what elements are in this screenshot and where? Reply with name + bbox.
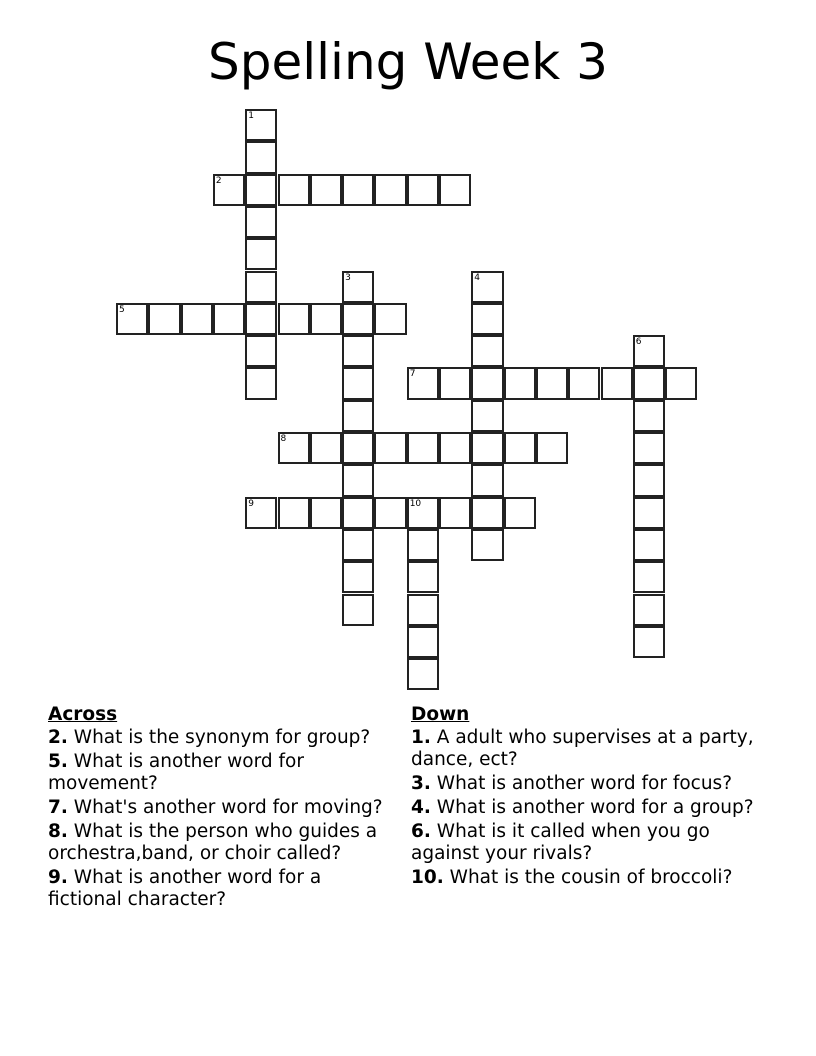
clue-text: What's another word for moving? [67,797,383,818]
clue-text: What is the person who guides a orchestra,band, or choir called? [48,821,378,864]
clue-text: What is another word for a group? [430,797,754,818]
grid-cell[interactable] [342,594,374,626]
clue-text: What is it called when you go against your rivals? [411,821,710,864]
grid-cell[interactable] [407,626,439,658]
down-clue [411,773,771,795]
grid-cell[interactable] [439,497,471,529]
clue-number: 5 [119,304,125,315]
grid-cell[interactable] [633,529,665,561]
grid-cell[interactable] [633,497,665,529]
grid-cell[interactable] [601,367,633,399]
clue-number: 5. [48,751,68,772]
grid-cell[interactable] [310,303,342,335]
grid-cell[interactable] [504,497,536,529]
grid-cell[interactable] [245,335,277,367]
down-clues [411,704,771,891]
grid-cell[interactable] [536,432,568,464]
grid-cell[interactable] [342,529,374,561]
clue-number: 10. [411,867,444,888]
grid-cell[interactable] [633,335,665,367]
clue-text: What is the cousin of broccoli? [443,867,733,888]
grid-cell[interactable] [245,206,277,238]
grid-cell[interactable] [245,497,277,529]
clue-number: 3 [345,272,351,283]
grid-cell[interactable] [504,432,536,464]
grid-cell[interactable] [374,432,406,464]
grid-cell[interactable] [342,271,374,303]
down-clue [411,727,771,771]
grid-cell[interactable] [407,432,439,464]
across-clue [48,821,393,865]
grid-cell[interactable] [342,432,374,464]
grid-cell[interactable] [213,174,245,206]
grid-cell[interactable] [633,367,665,399]
grid-cell[interactable] [278,174,310,206]
grid-cell[interactable] [342,400,374,432]
clue-number: 9 [248,498,254,509]
grid-cell[interactable] [342,561,374,593]
grid-cell[interactable] [471,432,503,464]
clue-text: What is another word for a fictional character? [48,867,322,910]
grid-cell[interactable] [633,432,665,464]
grid-cell[interactable] [245,109,277,141]
grid-cell[interactable] [471,497,503,529]
grid-cell[interactable] [633,626,665,658]
grid-cell[interactable] [245,141,277,173]
clue-number: 7. [48,797,68,818]
clue-number: 6. [411,821,431,842]
grid-cell[interactable] [342,367,374,399]
grid-cell[interactable] [439,174,471,206]
grid-cell[interactable] [342,464,374,496]
page-title: Spelling Week 3 [208,33,608,91]
clue-text: What is another word for movement? [48,751,304,794]
grid-cell[interactable] [407,561,439,593]
grid-cell[interactable] [633,561,665,593]
across-clue [48,751,393,795]
clue-number: 2 [215,175,222,186]
across-clues [48,704,393,913]
clue-text: A adult who supervises at a party, dance, ect? [411,727,754,770]
clue-number: 4. [411,797,431,818]
grid-cell[interactable] [374,174,406,206]
grid-cell[interactable] [633,464,665,496]
clue-number: 1 [248,111,254,121]
clue-number: 1. [411,727,431,748]
grid-cell[interactable] [407,367,439,399]
grid-cell[interactable] [471,529,503,561]
across-clue [48,797,393,819]
grid-cell[interactable] [407,174,439,206]
clue-number: 4 [474,272,481,283]
clue-text: What is the synonym for group? [67,727,371,748]
grid-cell[interactable] [471,464,503,496]
grid-cell[interactable] [310,174,342,206]
grid-cell[interactable] [407,658,439,690]
grid-cell[interactable] [374,497,406,529]
grid-cell[interactable] [439,432,471,464]
grid-cell[interactable] [568,367,600,399]
grid-cell[interactable] [245,174,277,206]
clue-number: 2. [48,727,68,748]
grid-cell[interactable] [407,594,439,626]
down-clue [411,867,771,889]
grid-cell[interactable] [342,303,374,335]
clue-number: 8. [48,821,68,842]
grid-cell[interactable] [439,367,471,399]
grid-cell[interactable] [633,400,665,432]
grid-cell[interactable] [633,594,665,626]
grid-cell[interactable] [342,174,374,206]
grid-cell[interactable] [213,303,245,335]
grid-cell[interactable] [278,303,310,335]
grid-cell[interactable] [245,271,277,303]
across-heading: Across [48,704,118,725]
clue-text: What is another word for focus? [430,773,733,794]
grid-cell[interactable] [245,303,277,335]
grid-cell[interactable] [245,367,277,399]
grid-cell[interactable] [342,335,374,367]
clue-number: 9. [48,867,68,888]
clue-number: 10 [409,498,422,509]
grid-cell[interactable] [116,303,148,335]
grid-cell[interactable] [471,335,503,367]
clue-number: 3. [411,773,431,794]
grid-cell[interactable] [342,497,374,529]
clue-number: 6 [635,337,642,348]
grid-cell[interactable] [310,432,342,464]
grid-cell[interactable] [148,303,180,335]
grid-cell[interactable] [471,303,503,335]
across-clue [48,727,393,749]
grid-cell[interactable] [665,367,697,399]
grid-cell[interactable] [310,497,342,529]
down-clue [411,821,771,865]
down-clue [411,797,771,819]
grid-cell[interactable] [374,303,406,335]
clue-number: 8 [280,434,287,444]
grid-cell[interactable] [536,367,568,399]
grid-cell[interactable] [471,367,503,399]
grid-cell[interactable] [407,529,439,561]
grid-cell[interactable] [278,497,310,529]
grid-cell[interactable] [471,400,503,432]
grid-cell[interactable] [245,238,277,270]
grid-cell[interactable] [407,497,439,529]
clue-number: 7 [409,369,416,380]
down-heading: Down [411,704,470,725]
grid-cell[interactable] [471,271,503,303]
grid-cell[interactable] [278,432,310,464]
grid-cell[interactable] [181,303,213,335]
grid-cell[interactable] [504,367,536,399]
across-clue [48,867,393,911]
